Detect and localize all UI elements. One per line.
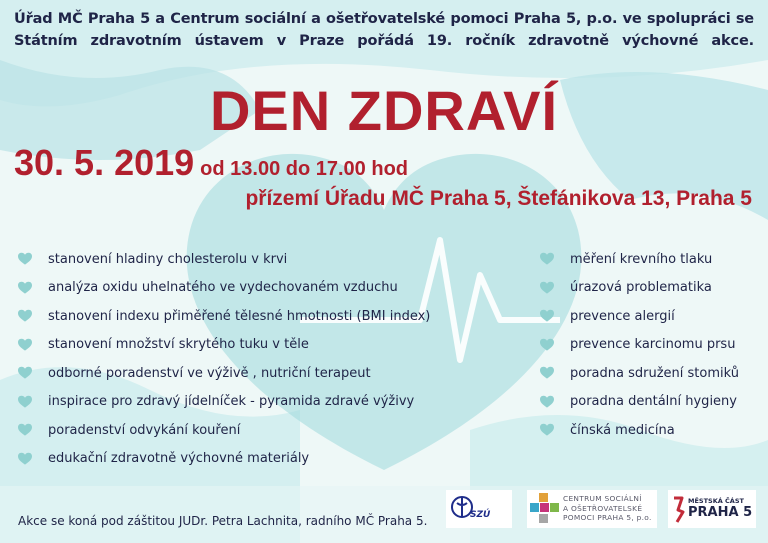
heart-icon xyxy=(18,338,32,352)
list-item: poradna sdružení stomiků xyxy=(540,359,739,388)
heart-icon xyxy=(18,281,32,295)
praha5-mark-icon xyxy=(668,490,688,528)
patronage-note: Akce se koná pod záštitou JUDr. Petra Lachnita, radního MČ Praha 5. xyxy=(18,514,428,528)
event-venue: přízemí Úřadu MČ Praha 5, Štefánikova 13, Praha 5 xyxy=(245,187,752,210)
heart-icon xyxy=(18,366,32,380)
list-item: analýza oxidu uhelnatého ve vydechovaném vzduchu xyxy=(18,274,430,303)
list-item: inspirace pro zdravý jídelníček - pyramida zdravé výživy xyxy=(18,388,430,417)
heart-icon xyxy=(18,395,32,409)
heart-icon xyxy=(18,423,32,437)
list-item: stanovení hladiny cholesterolu v krvi xyxy=(18,245,430,274)
praha5-logo xyxy=(668,490,756,528)
list-item: odborné poradenství ve výživě , nutriční terapeut xyxy=(18,359,430,388)
cso-logo-text: CENTRUM SOCIÁLNÍ A OŠETŘOVATELSKÉ POMOCI PRAHA 5, p.o. xyxy=(563,494,652,523)
list-item: stanovení indexu přiměřené tělesné hmotnosti (BMI index) xyxy=(18,302,430,331)
event-date-line xyxy=(14,142,408,184)
right-services-list xyxy=(540,245,739,445)
heart-icon xyxy=(540,423,554,437)
szu-logo xyxy=(446,490,512,528)
szu-emblem-icon xyxy=(446,490,512,528)
heart-icon xyxy=(540,366,554,380)
list-item: edukační zdravotně výchovné materiály xyxy=(18,445,430,474)
list-item: prevence alergií xyxy=(540,302,739,331)
heart-icon xyxy=(18,252,32,266)
szu-logo-text: SZÚ xyxy=(470,510,491,520)
list-item: měření krevního tlaku xyxy=(540,245,739,274)
list-item: stanovení množství skrytého tuku v těle xyxy=(18,331,430,360)
praha5-logo-text: MĚSTSKÁ ČÁST PRAHA 5 xyxy=(688,497,753,520)
event-date: 30. 5. 2019 xyxy=(14,142,195,183)
list-item: úrazová problematika xyxy=(540,274,739,303)
heart-icon xyxy=(540,309,554,323)
event-time: od 13.00 do 17.00 hod xyxy=(200,158,409,180)
list-item: prevence karcinomu prsu xyxy=(540,331,739,360)
cross-mosaic-icon xyxy=(527,490,561,528)
heart-icon xyxy=(540,395,554,409)
heart-icon xyxy=(540,281,554,295)
intro-text: Úřad MČ Praha 5 a Centrum sociální a ošetřovatelské pomoci Praha 5, p.o. ve spolupráci se Státním zdravotním ústavem v Praze pořádá 19. ročník zdravotně výchovné akce. xyxy=(14,11,754,49)
cso-logo xyxy=(527,490,657,528)
event-title: DEN ZDRAVÍ xyxy=(209,79,559,142)
heart-icon xyxy=(18,309,32,323)
heart-icon xyxy=(540,252,554,266)
list-item: poradenství odvykání kouření xyxy=(18,416,430,445)
left-services-list xyxy=(18,245,430,473)
list-item: čínská medicína xyxy=(540,416,739,445)
heart-icon xyxy=(18,452,32,466)
heart-icon xyxy=(540,338,554,352)
list-item: poradna dentální hygieny xyxy=(540,388,739,417)
